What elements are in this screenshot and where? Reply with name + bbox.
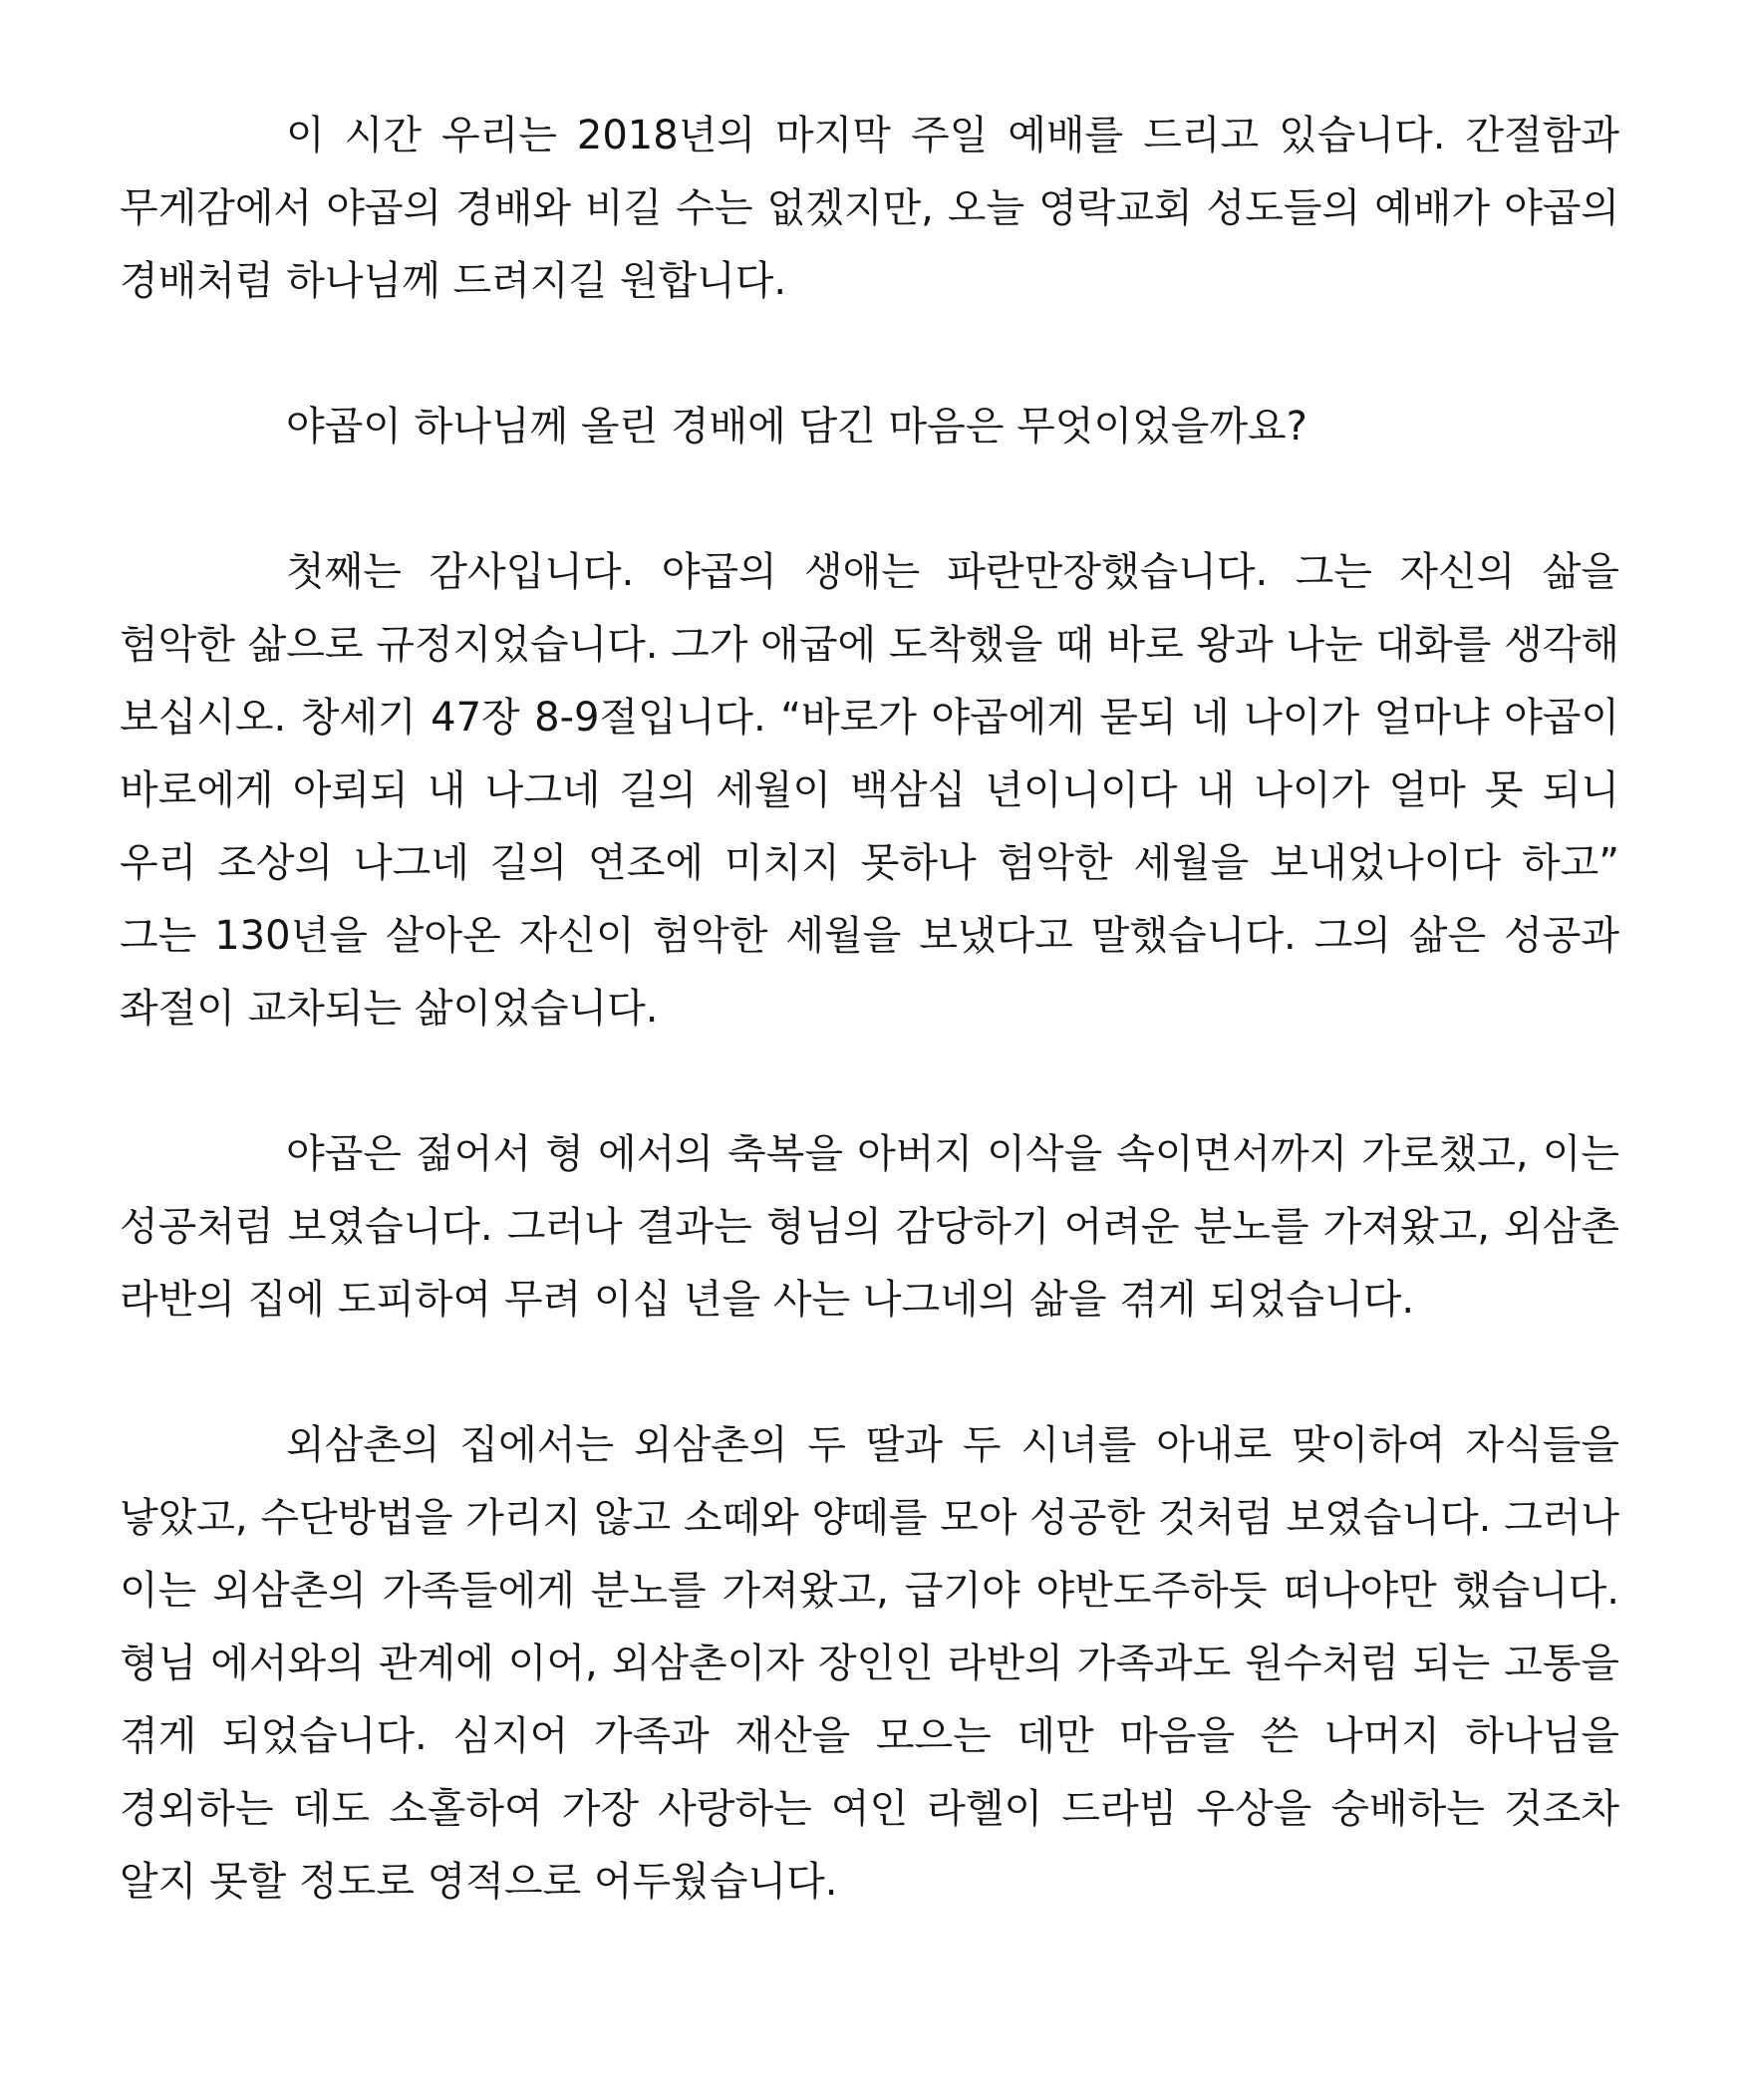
paragraph-intro: 이 시간 우리는 2018년의 마지막 주일 예배를 드리고 있습니다. 간절함과 무게감에서 야곱의 경배와 비길 수는 없겠지만, 오늘 영락교회 성도들의 예배가 야곱의 경배처럼 하나님께 드려지길 원합니다. — [120, 113, 1619, 304]
paragraph-question: 야곱이 하나님께 올린 경배에 담긴 마음은 무엇이었을까요? — [286, 404, 1307, 450]
paragraph-youth: 야곱은 젊어서 형 에서의 축복을 아버지 이삭을 속이면서까지 가로챘고, 이는 성공처럼 보였습니다. 그러나 결과는 형님의 감당하기 어려운 분노를 가져왔고, 외삼촌 라반의 집에 도피하여 무려 이십 년을 사는 나그네의 삶을 겪게 되었습니다. — [120, 1131, 1619, 1323]
paragraph-gratitude: 첫째는 감사입니다. 야곱의 생애는 파란만장했습니다. 그는 자신의 삶을 험악한 삶으로 규정지었습니다. 그가 애굽에 도착했을 때 바로 왕과 나눈 대화를 생각해 보십시오. 창세기 47장 8-9절입니다. “바로가 야곱에게 묻되 네 나이가 얼마냐 야곱이 바로에게 아뢰되 내 나그네 길의 세월이 백삼십 년이니이다 내 나이가 얼마 못 되니 우리 조상의 나그네 길의 연조에 미치지 못하나 험악한 세월을 보내었나이다 하고” 그는 130년을 살아온 자신이 험악한 세월을 보냈다고 말했습니다. 그의 삶은 성공과 좌절이 교차되는 삶이었습니다. — [120, 549, 1619, 1032]
paragraph-uncle-house: 외삼촌의 집에서는 외삼촌의 두 딸과 두 시녀를 아내로 맞이하여 자식들을 낳았고, 수단방법을 가리지 않고 소떼와 양떼를 모아 성공한 것처럼 보였습니다. 그러나 이는 외삼촌의 가족들에게 분노를 가져왔고, 급기야 야반도주하듯 떠나야만 했습니다. 형님 에서와의 관계에 이어, 외삼촌이자 장인인 라반의 가족과도 원수처럼 되는 고통을 겪게 되었습니다. 심지어 가족과 재산을 모으는 데만 마음을 쓴 나머지 하나님을 경외하는 데도 소홀하여 가장 사랑하는 여인 라헬이 드라빔 우상을 숭배하는 것조차 알지 못할 정도로 영적으로 어두웠습니다. — [120, 1422, 1619, 1905]
document-page — [120, 100, 1619, 1919]
